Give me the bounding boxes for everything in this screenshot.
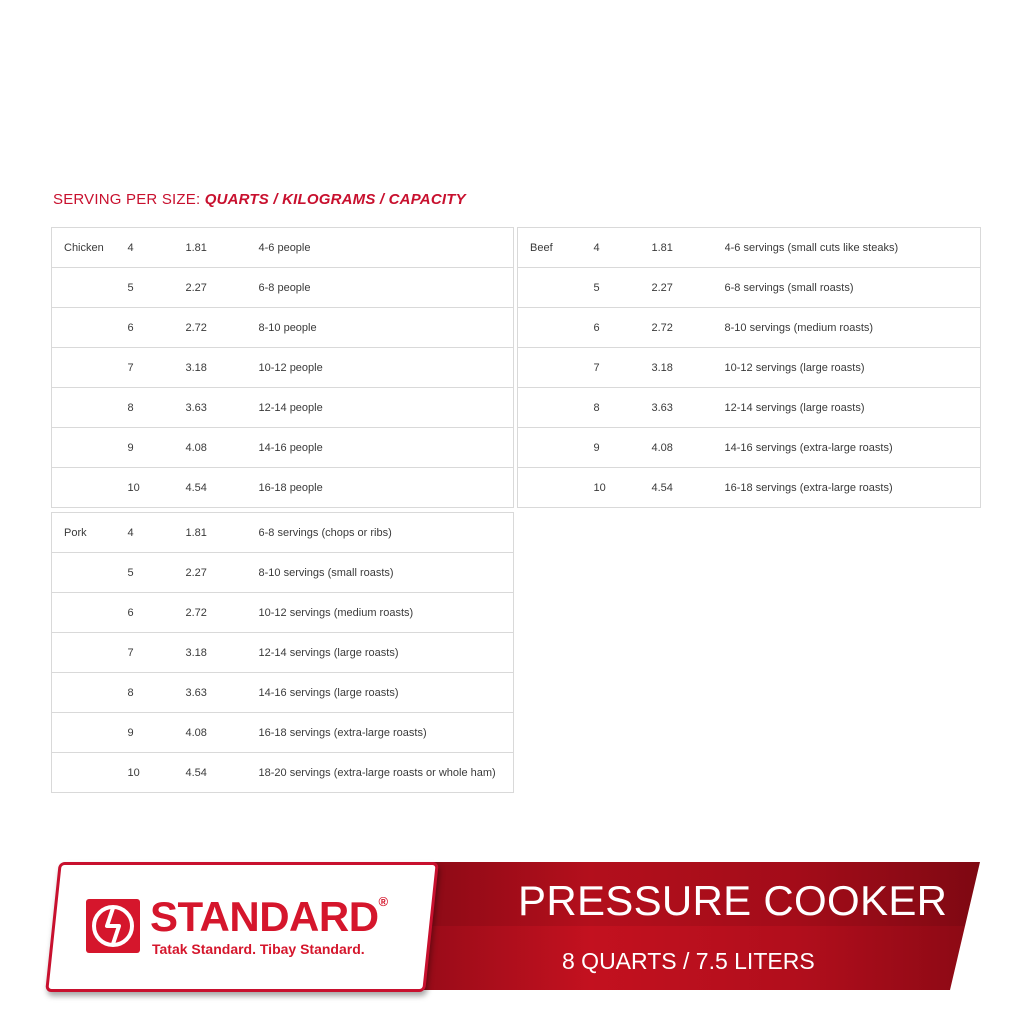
kilograms-cell: 3.18	[186, 633, 259, 673]
table-row	[52, 348, 514, 388]
capacity-cell: 14-16 people	[259, 428, 514, 468]
heading-emphasis: QUARTS / KILOGRAMS / CAPACITY	[204, 191, 466, 208]
quarts-cell: 7	[128, 348, 186, 388]
quarts-cell: 9	[128, 428, 186, 468]
kilograms-cell: 3.63	[186, 673, 259, 713]
kilograms-cell: 4.54	[186, 468, 259, 508]
capacity-cell: 8-10 servings (small roasts)	[259, 553, 514, 593]
heading-prefix: SERVING PER SIZE:	[53, 191, 205, 208]
table-row	[52, 633, 514, 673]
capacity-cell: 12-14 people	[259, 388, 514, 428]
quarts-cell: 6	[594, 308, 652, 348]
brand-name	[150, 893, 388, 940]
capacity-cell: 12-14 servings (large roasts)	[725, 388, 981, 428]
kilograms-cell: 3.63	[186, 388, 259, 428]
quarts-cell: 10	[594, 468, 652, 508]
capacity-cell: 16-18 people	[259, 468, 514, 508]
registered-mark: ®	[378, 894, 388, 909]
quarts-cell: 8	[128, 673, 186, 713]
quarts-cell: 5	[128, 268, 186, 308]
quarts-cell: 4	[128, 513, 186, 553]
table-row	[52, 308, 514, 348]
capacity-cell: 10-12 servings (medium roasts)	[259, 593, 514, 633]
capacity-cell: 14-16 servings (extra-large roasts)	[725, 428, 981, 468]
capacity-cell: 14-16 servings (large roasts)	[259, 673, 514, 713]
kilograms-cell: 4.08	[652, 428, 725, 468]
meat-label	[518, 388, 594, 428]
meat-label	[52, 428, 128, 468]
capacity-cell: 6-8 servings (small roasts)	[725, 268, 981, 308]
meat-label	[52, 348, 128, 388]
quarts-cell: 6	[128, 308, 186, 348]
capacity-cell: 6-8 people	[259, 268, 514, 308]
meat-label	[52, 673, 128, 713]
kilograms-cell: 3.18	[652, 348, 725, 388]
capacity-cell: 8-10 people	[259, 308, 514, 348]
capacity-cell: 6-8 servings (chops or ribs)	[259, 513, 514, 553]
kilograms-cell: 3.18	[186, 348, 259, 388]
table-row	[518, 428, 981, 468]
quarts-cell: 4	[594, 228, 652, 268]
quarts-cell: 8	[594, 388, 652, 428]
capacity-cell: 4-6 servings (small cuts like steaks)	[725, 228, 981, 268]
quarts-cell: 7	[594, 348, 652, 388]
table-row	[52, 228, 514, 268]
meat-label	[518, 308, 594, 348]
quarts-cell: 5	[594, 268, 652, 308]
table-row	[52, 713, 514, 753]
meat-label	[518, 468, 594, 508]
table-row	[518, 268, 981, 308]
table-row	[52, 428, 514, 468]
quarts-cell: 6	[128, 593, 186, 633]
standard-s-logo-icon	[86, 899, 140, 953]
quarts-cell: 8	[128, 388, 186, 428]
kilograms-cell: 2.27	[186, 553, 259, 593]
quarts-cell: 7	[128, 633, 186, 673]
kilograms-cell: 1.81	[186, 513, 259, 553]
kilograms-cell: 4.08	[186, 713, 259, 753]
brand-tagline: Tatak Standard. Tibay Standard.	[152, 941, 365, 957]
quarts-cell: 10	[128, 753, 186, 793]
capacity-cell: 16-18 servings (extra-large roasts)	[725, 468, 981, 508]
meat-label	[518, 268, 594, 308]
meat-label	[52, 468, 128, 508]
table-row	[52, 753, 514, 793]
kilograms-cell: 4.08	[186, 428, 259, 468]
quarts-cell: 4	[128, 228, 186, 268]
kilograms-cell: 2.72	[652, 308, 725, 348]
product-capacity: 8 QUARTS / 7.5 LITERS	[562, 948, 815, 974]
table-row	[52, 513, 514, 553]
serving-size-heading	[53, 191, 466, 208]
kilograms-cell: 3.63	[652, 388, 725, 428]
meat-label: Chicken	[52, 228, 128, 268]
table-row	[518, 348, 981, 388]
capacity-cell: 16-18 servings (extra-large roasts)	[259, 713, 514, 753]
meat-label	[52, 553, 128, 593]
brand-text: STANDARD	[150, 893, 379, 940]
kilograms-cell: 4.54	[652, 468, 725, 508]
table-row	[518, 308, 981, 348]
meat-label: Pork	[52, 513, 128, 553]
meat-label	[518, 348, 594, 388]
meat-label	[52, 713, 128, 753]
kilograms-cell: 1.81	[186, 228, 259, 268]
table-row	[518, 388, 981, 428]
meat-label	[52, 753, 128, 793]
meat-label: Beef	[518, 228, 594, 268]
quarts-cell: 10	[128, 468, 186, 508]
kilograms-cell: 2.72	[186, 593, 259, 633]
kilograms-cell: 4.54	[186, 753, 259, 793]
beef-serving-table	[517, 227, 981, 508]
product-title: PRESSURE COOKER	[518, 877, 948, 924]
table-row	[52, 553, 514, 593]
table-row	[52, 673, 514, 713]
kilograms-cell: 2.27	[186, 268, 259, 308]
meat-label	[52, 633, 128, 673]
capacity-cell: 12-14 servings (large roasts)	[259, 633, 514, 673]
pork-serving-table	[51, 512, 514, 793]
quarts-cell: 9	[594, 428, 652, 468]
meat-label	[52, 388, 128, 428]
meat-label	[52, 308, 128, 348]
table-row	[52, 468, 514, 508]
kilograms-cell: 2.72	[186, 308, 259, 348]
meat-label	[518, 428, 594, 468]
chicken-serving-table	[51, 227, 514, 508]
table-row	[518, 468, 981, 508]
capacity-cell: 8-10 servings (medium roasts)	[725, 308, 981, 348]
quarts-cell: 5	[128, 553, 186, 593]
table-row	[52, 593, 514, 633]
capacity-cell: 10-12 servings (large roasts)	[725, 348, 981, 388]
kilograms-cell: 2.27	[652, 268, 725, 308]
meat-label	[52, 268, 128, 308]
capacity-cell: 4-6 people	[259, 228, 514, 268]
capacity-cell: 10-12 people	[259, 348, 514, 388]
table-row	[52, 268, 514, 308]
capacity-cell: 18-20 servings (extra-large roasts or whole ham)	[259, 753, 514, 793]
table-row	[518, 228, 981, 268]
table-row	[52, 388, 514, 428]
kilograms-cell: 1.81	[652, 228, 725, 268]
meat-label	[52, 593, 128, 633]
quarts-cell: 9	[128, 713, 186, 753]
